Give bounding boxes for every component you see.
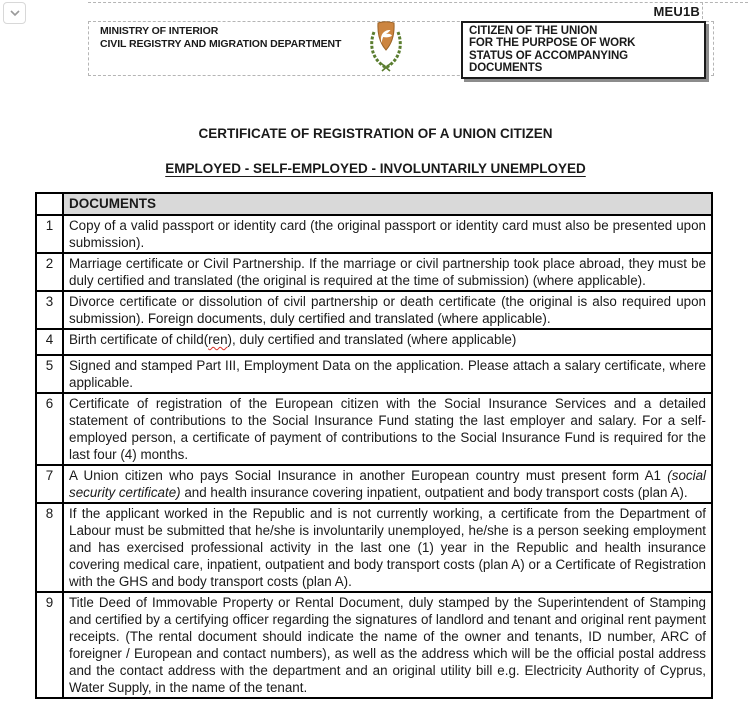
row-text-segment: Title Deed of Immovable Property or Rental Document, duly stamped by the Superintendent of Stamping and certified by a certifying officer regarding the signatures of landlord and tenant and original rent payment receipts. (The rental document should indicate the name of the owner and tenants, ID number, ARC of foreigner / European and contact numbers), as well as the address which will be the official postal address and the contact address with the department and an original utility bill e.g. Electricity Authority of Cyprus, Water Supply, in the name of the tenant. — [69, 595, 706, 695]
row-number: 9 — [36, 592, 63, 698]
table-row — [36, 355, 712, 393]
row-text-segment: A Union citizen who pays Social Insurance in another European country must present form A1 — [69, 468, 668, 483]
row-number: 6 — [36, 393, 63, 465]
info-box-line: STATUS OF ACCOMPANYING — [469, 49, 629, 62]
table-row — [36, 393, 712, 465]
ministry-header — [100, 25, 341, 51]
info-box-line: DOCUMENTS — [469, 61, 543, 74]
row-text-segment: Divorce certificate or dissolution of civil partnership or death certificate (the original is also required upon submission). Foreign documents, duly certified and translated (where applicable). — [69, 294, 706, 326]
row-text — [63, 253, 712, 291]
table-row — [36, 465, 712, 503]
status-of-documents-box — [461, 21, 706, 79]
row-text — [63, 215, 712, 253]
row-text-segment: If the applicant worked in the Republic and is not currently working, a certificate from the Department of Labour must be submitted that he/she is involuntarily unemployed, he/she is a person seeking employment and has exercised professional activity in the last one (1) year in the Republic and health insurance covering medical care, inpatient, outpatient and body transport costs (plan A) or a Certificate of Registration with the GHS and body transport costs (plan A). — [69, 506, 706, 589]
row-text-misspelled-segment: ren — [208, 332, 228, 347]
row-text — [63, 465, 712, 503]
row-number: 4 — [36, 329, 63, 355]
documents-header-cell: DOCUMENTS — [63, 193, 712, 215]
ministry-line2: CIVIL REGISTRY AND MIGRATION DEPARTMENT — [100, 38, 342, 50]
documents-table — [35, 192, 713, 699]
page-title: CERTIFICATE OF REGISTRATION OF A UNION CITIZEN — [198, 126, 553, 141]
row-text — [63, 329, 712, 355]
row-text — [63, 393, 712, 465]
form-code: MEU1B — [653, 4, 700, 19]
text-boundary-top — [88, 2, 748, 3]
table-row — [36, 253, 712, 291]
ministry-line1: MINISTRY OF INTERIOR — [100, 25, 219, 37]
row-text-segment: Marriage certificate or Civil Partnership. If the marriage or civil partnership took place abroad, they must be duly certified and translated (the original is required at the time of submission) (where applicable). — [69, 256, 706, 288]
row-text-segment: ), duly certified and translated (where applicable) — [227, 332, 517, 347]
row-text-segment: Birth certificate of child( — [69, 332, 209, 347]
row-number: 1 — [36, 215, 63, 253]
table-row — [36, 503, 712, 592]
chevron-down-icon — [9, 9, 21, 17]
row-text-italic-segment: (social security certificate) — [69, 468, 706, 500]
page-subtitle: EMPLOYED - SELF-EMPLOYED - INVOLUNTARILY UNEMPLOYED — [165, 161, 586, 176]
row-number: 3 — [36, 291, 63, 329]
row-text-segment: Copy of a valid passport or identity card (the original passport or identity card must also be presented upon submission). — [69, 218, 706, 250]
table-row — [36, 291, 712, 329]
row-number: 2 — [36, 253, 63, 291]
row-text — [63, 503, 712, 592]
row-text — [63, 592, 712, 698]
info-box-line: CITIZEN OF THE UNION — [469, 25, 598, 37]
table-row — [36, 329, 712, 355]
row-text — [63, 291, 712, 329]
table-row — [36, 592, 712, 698]
row-text-segment: Signed and stamped Part III, Employment Data on the application. Please attach a salary certificate, where applicable. — [69, 358, 706, 390]
row-number: 5 — [36, 355, 63, 393]
collapse-button[interactable] — [3, 2, 26, 24]
header-number-cell — [36, 193, 63, 215]
row-number: 8 — [36, 503, 63, 592]
table-row — [36, 215, 712, 253]
info-box-line: FOR THE PURPOSE OF WORK — [469, 37, 636, 50]
table-header-row — [36, 193, 712, 215]
cyprus-coat-of-arms-icon — [365, 20, 407, 77]
row-number: 7 — [36, 465, 63, 503]
row-text-segment: Certificate of registration of the European citizen with the Social Insurance Services and a detailed statement of contributions to the Social Insurance Fund stating the last employer and salary. For a self-employed person, a certificate of payment of contributions to the Social Insurance Fund is required for the last four (4) months. — [69, 396, 706, 462]
documents-table-body — [36, 215, 712, 698]
row-text — [63, 355, 712, 393]
row-text-segment: and health insurance covering inpatient, outpatient and body transport costs (plan A). — [180, 485, 688, 500]
text-boundary-corner — [702, 2, 703, 19]
